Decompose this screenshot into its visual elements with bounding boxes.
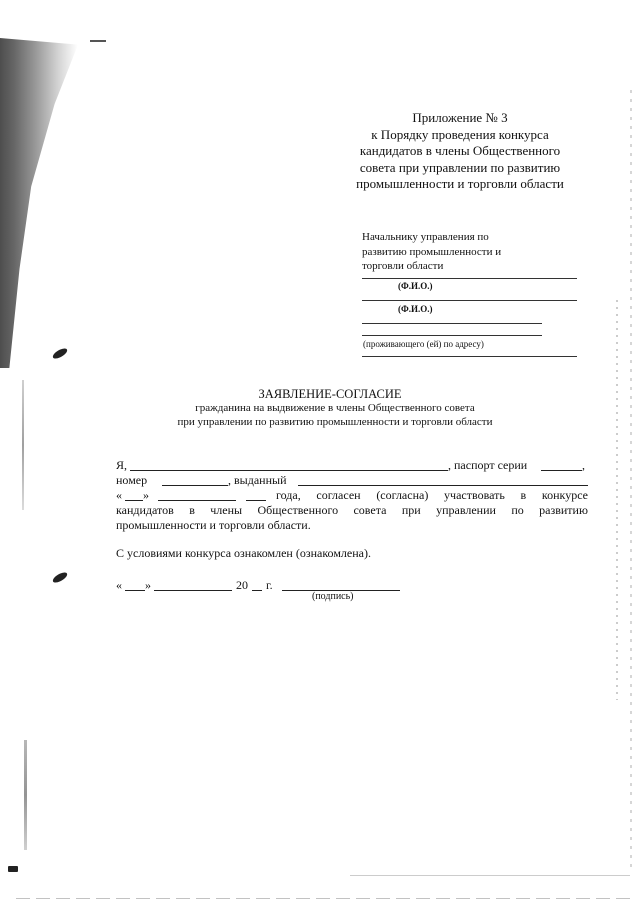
scan-mark [8, 866, 18, 872]
text-word: конкурсе [541, 488, 588, 502]
issued-by-field-line[interactable] [298, 485, 588, 486]
day-field-line[interactable] [125, 500, 143, 501]
sign-month-field-line[interactable] [154, 590, 232, 591]
text-nomer: номер [116, 473, 148, 487]
text-word: кандидатов [116, 503, 174, 517]
signature-caption: (подпись) [312, 591, 354, 602]
appendix-header [330, 110, 590, 193]
month-field-line[interactable] [158, 500, 236, 501]
text-word: участвовать [444, 488, 505, 502]
text-word: Общественного [257, 503, 339, 517]
text-word: в [520, 488, 527, 502]
text-quote-open: « [116, 578, 122, 592]
text-ya: Я, [116, 458, 128, 472]
addressee-line: торговли области [362, 260, 444, 272]
conditions-statement: С условиями конкурса ознакомлен (ознакомлена). [116, 546, 371, 560]
addressee-block [362, 230, 582, 274]
appendix-line: кандидатов в члены Общественного [359, 143, 561, 158]
text-year-prefix: 20 [236, 578, 248, 592]
punch-hole-mark [51, 571, 68, 584]
appendix-line: промышленности и торговли области [356, 176, 564, 191]
text-issued: , выданный [228, 473, 287, 487]
fullname-field-line[interactable] [130, 470, 448, 471]
appendix-line: совета при управлении по развитию [359, 159, 561, 175]
scan-edge [350, 875, 630, 876]
text-word: по [511, 503, 524, 517]
punch-hole-mark [51, 347, 68, 360]
text-passport-series: , паспорт серии [448, 458, 528, 472]
appendix-line: к Порядку проведения конкурса [371, 126, 549, 142]
fio-field-line[interactable] [362, 278, 577, 279]
text-word: управлении [436, 503, 496, 517]
passport-series-field-line[interactable] [541, 470, 582, 471]
address-field-line[interactable] [362, 356, 577, 357]
addressee-line: Начальнику управления по [362, 231, 489, 243]
text-quote-open: « [116, 488, 122, 502]
text-word: совета [353, 503, 387, 517]
scan-edge [616, 300, 618, 700]
scan-edge [16, 898, 636, 899]
subtitle-line: гражданина на выдвижение в члены Общественного совета [195, 402, 475, 414]
addressee-line: развитию промышленности и [362, 245, 502, 258]
text-quote-close: » [143, 488, 149, 502]
text-word: члены [210, 503, 243, 517]
scan-mark [22, 380, 24, 510]
fio-caption: (Ф.И.О.) [398, 304, 433, 314]
text-word: (согласна) [376, 488, 429, 502]
address-field-line[interactable] [362, 335, 542, 336]
text-word: согласен [316, 488, 361, 502]
address-caption: (проживающего (ей) по адресу) [363, 339, 484, 349]
document-title: ЗАЯВЛЕНИЕ-СОГЛАСИЕ [258, 387, 402, 401]
text-comma: , [582, 458, 585, 472]
scan-mark [90, 40, 106, 42]
year-field-line[interactable] [246, 500, 266, 501]
scan-mark [24, 740, 27, 850]
consent-text-end: промышленности и торговли области. [116, 518, 311, 532]
fio-caption: (Ф.И.О.) [398, 281, 433, 291]
text-word: в [189, 503, 195, 517]
sign-day-field-line[interactable] [125, 590, 145, 591]
appendix-number: Приложение № 3 [412, 110, 508, 125]
text-quote-close: » [145, 578, 151, 592]
address-field-line[interactable] [362, 323, 542, 324]
consent-text-row [116, 503, 588, 517]
consent-text-row [276, 488, 588, 502]
fio-field-line[interactable] [362, 300, 577, 301]
passport-number-field-line[interactable] [162, 485, 228, 486]
document-subtitle [130, 402, 540, 429]
text-word: года, [276, 488, 301, 502]
subtitle-line: при управлении по развитию промышленности и торговли области [177, 415, 493, 428]
text-word: при [401, 503, 421, 517]
scan-shadow [0, 38, 78, 368]
sign-year-field-line[interactable] [252, 590, 262, 591]
text-year-suffix: г. [266, 578, 273, 592]
text-word: развитию [539, 503, 588, 517]
scan-edge [630, 90, 632, 870]
